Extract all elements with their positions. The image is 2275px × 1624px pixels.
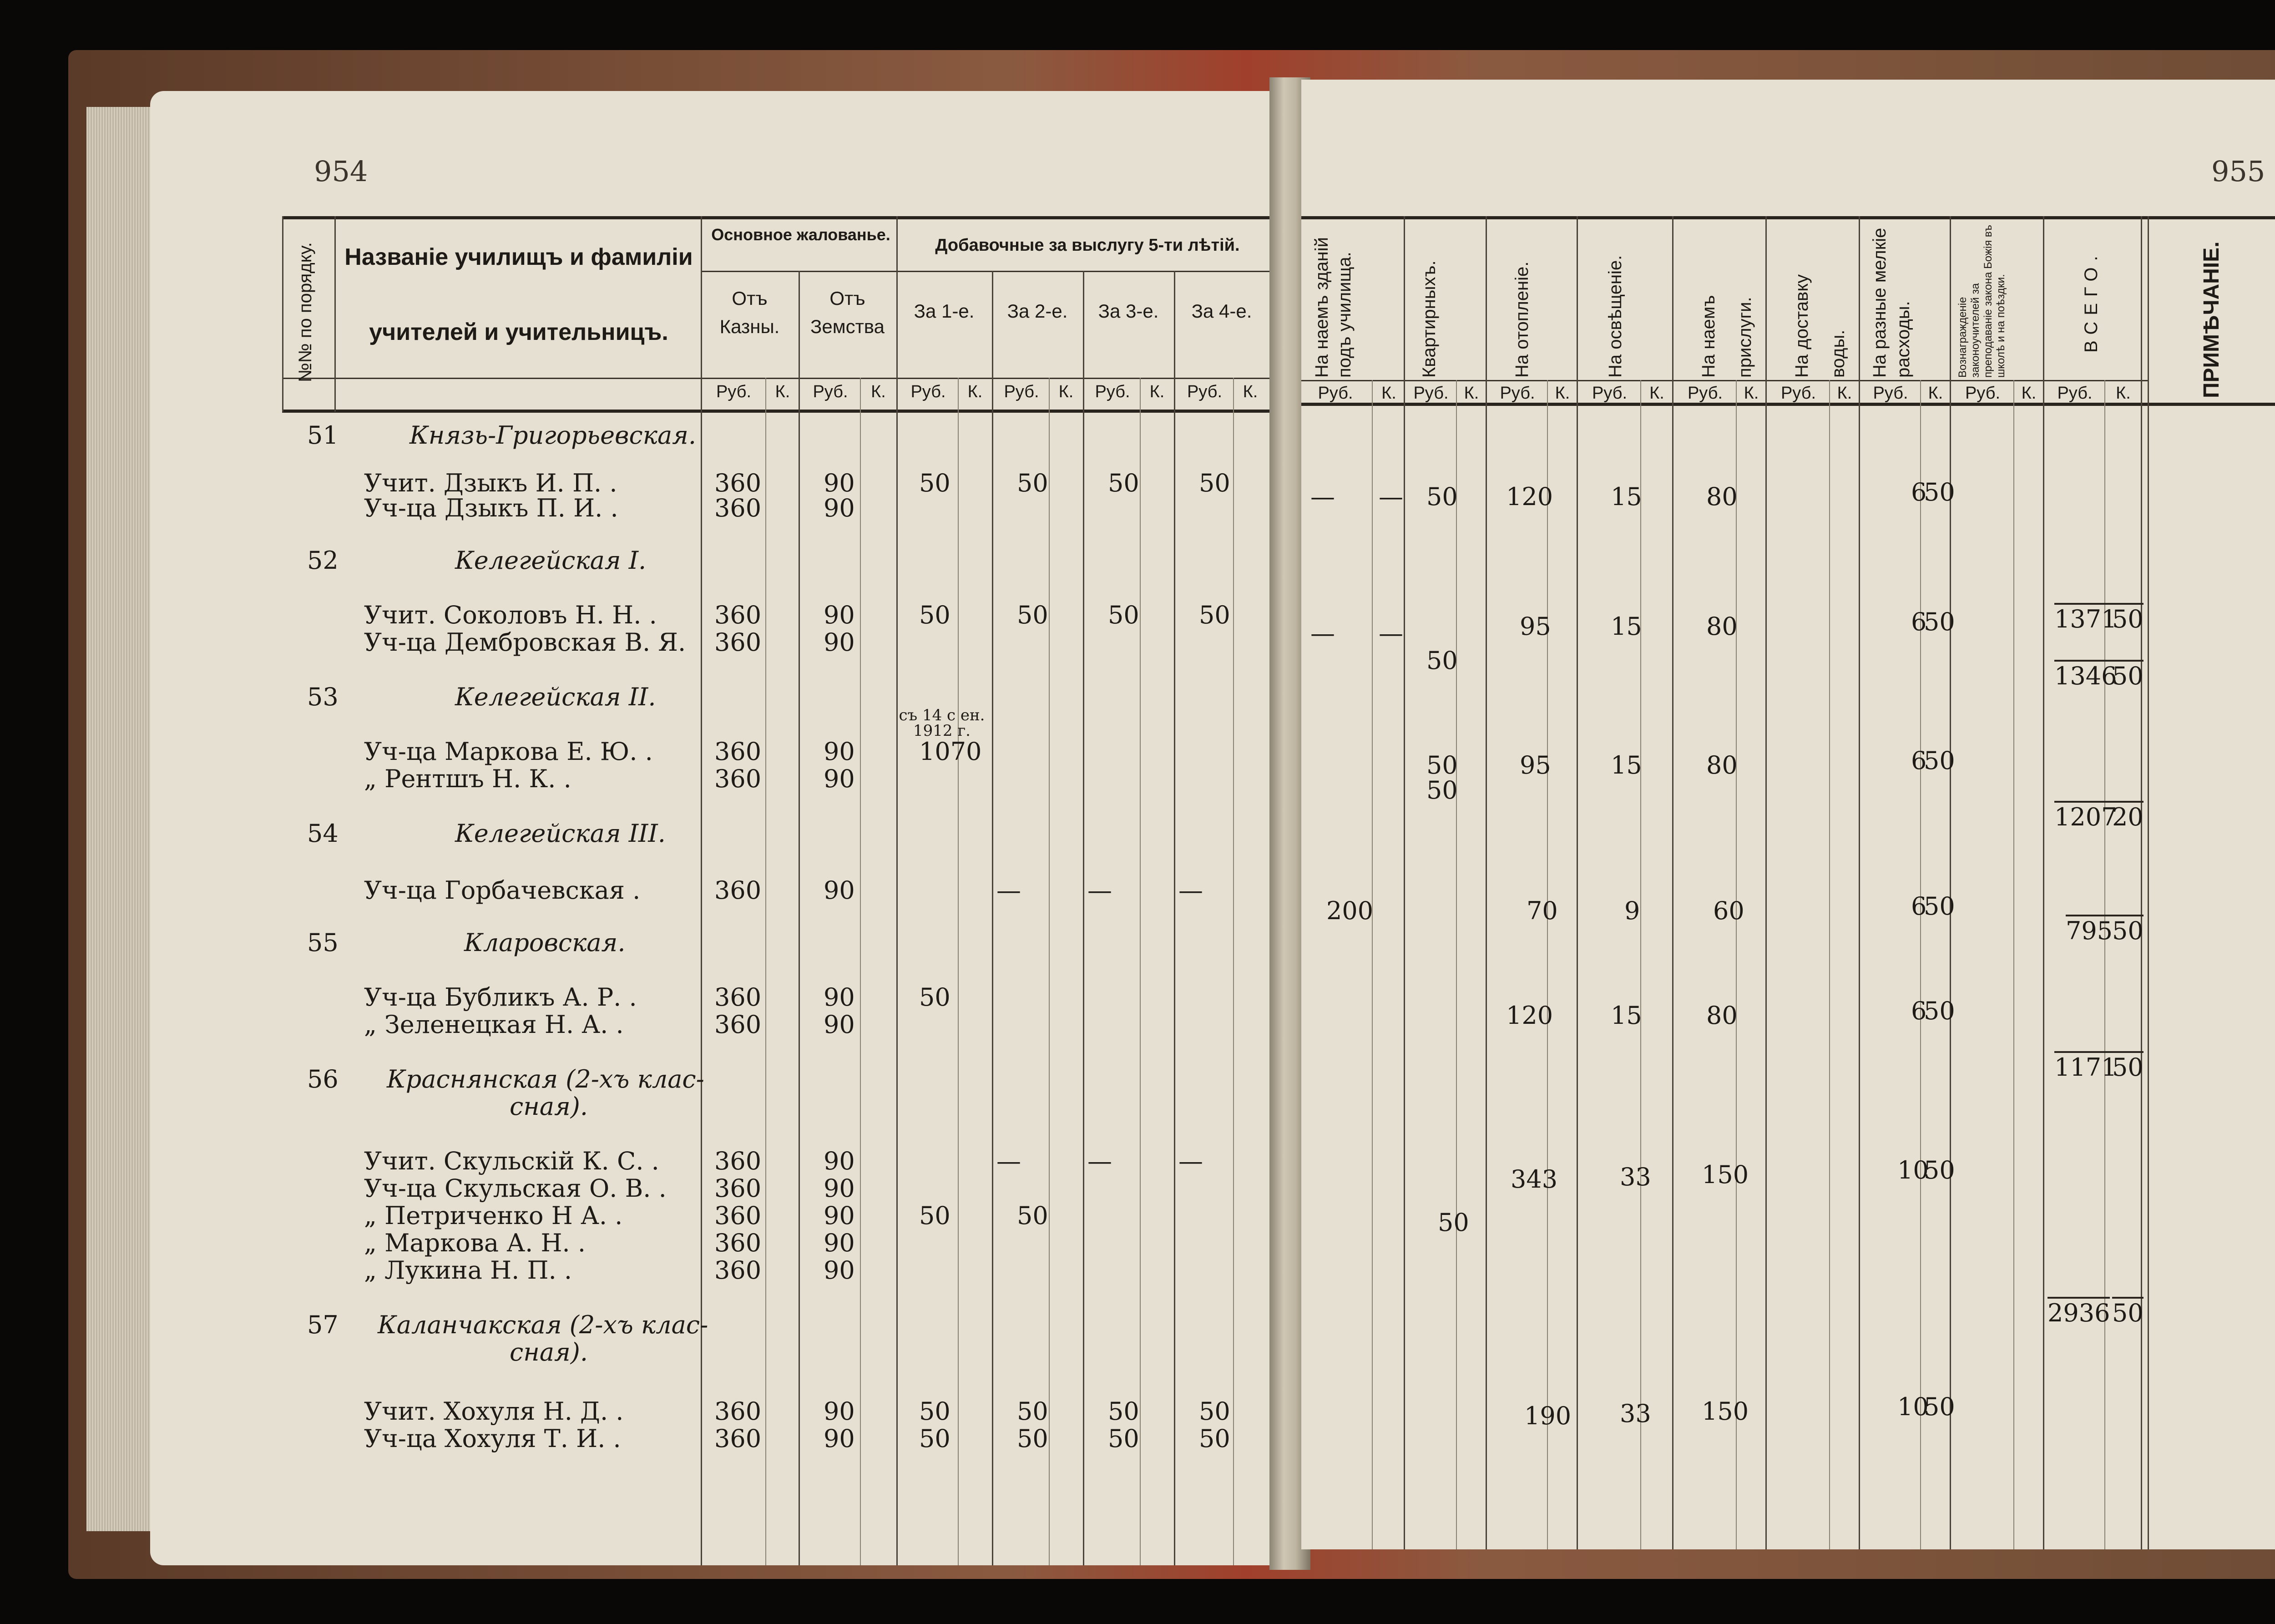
cell-value: 343 [1511,1165,1558,1194]
group-rule [701,271,1274,272]
cell-dash: — [1178,1147,1203,1175]
cell-value: 33 [1620,1163,1651,1191]
school-name: Каланчакская (2-хъ клас- [378,1310,708,1339]
kop-line [2104,380,2105,1549]
kop-label: К. [2116,384,2131,403]
total-value: 795 [2066,915,2113,945]
header-salary: Основное жалованье. [711,225,890,244]
cell-value: 90 [824,1397,855,1426]
cell-value: 190 [1524,1401,1572,1430]
cell-value: 150 [1702,1160,1749,1189]
col-line [1765,216,1767,1549]
cell-value: 6 [1911,892,1927,921]
teacher-name: „ Лукина Н. П. . [364,1256,572,1285]
total-value: 1207 [2054,801,2117,831]
cell-value: 90 [824,737,855,766]
cell-value: 50 [1017,469,1048,497]
cell-value: 90 [824,1256,855,1285]
school-number: 57 [307,1310,339,1339]
cell-value: 33 [1620,1399,1651,1428]
left-page [150,91,1274,1565]
cell-value: 50 [1438,1208,1469,1237]
kop-label: К. [1149,382,1165,401]
school-name: Князь-Григорьевская. [410,421,697,450]
cell-value: 6 [1911,607,1927,636]
col-line [1950,216,1951,1549]
col-line [2043,216,2044,1549]
cell-value: 70 [1527,896,1558,925]
cell-value: 90 [824,983,855,1012]
cell-value: 90 [824,628,855,657]
cell-value: 50 [1426,776,1458,804]
header-name-line2: учителей и учительницъ. [369,319,668,345]
col-line [799,271,800,1565]
header-additional: Добавочные за выслугу 5-ти лѣтій. [935,236,1240,255]
total-value: 50 [2112,603,2144,633]
cell-dash: — [1310,482,1335,511]
cell-dash: — [1310,619,1335,648]
rub-label: Руб. [1187,382,1223,401]
cell-value: 50 [1199,1397,1230,1426]
kop-line [860,378,861,1565]
kop-line [1456,380,1457,1549]
col-line [282,216,283,412]
cell-value: 95 [1520,751,1551,779]
col-line [896,216,898,1565]
header-col-no: №№ по порядку. [295,242,315,382]
col-line [1486,216,1487,1549]
cell-value: 360 [714,1174,762,1203]
cell-value: 360 [714,628,762,657]
table-top-rule [282,216,1274,219]
cell-value: 200 [1326,896,1374,925]
header-heating: На отопленіе. [1512,261,1532,378]
teacher-name: Уч-ца Скульская О. В. . [364,1174,667,1203]
school-name: Келегейская III. [455,819,666,848]
cell-value: 360 [714,494,762,522]
header-remarks: ПРИМѢЧАНІЕ. [2199,241,2224,398]
rub-label: Руб. [1318,384,1353,403]
cell-value: 50 [1108,1424,1139,1453]
col-line [1859,216,1860,1549]
cell-dash: — [996,1147,1021,1175]
kop-line [1736,380,1737,1549]
kop-line [1547,380,1548,1549]
cell-value: 50 [1924,892,1955,921]
header-total: ВСЕГО. [2081,249,2101,353]
teacher-name: Уч-ца Маркова Е. Ю. . [364,737,653,766]
cell-dash: — [996,876,1021,905]
cell-value: 90 [824,1147,855,1175]
cell-value: 9 [1624,896,1640,925]
rub-label: Руб. [1687,384,1723,403]
kop-line [1640,380,1641,1549]
cell-value: 60 [1713,896,1744,925]
school-number: 51 [307,421,339,450]
cell-value: 50 [1924,1392,1955,1421]
kop-label: К. [871,382,886,401]
rub-label: Руб. [1004,382,1039,401]
cell-value: 50 [1017,1201,1048,1230]
col-line [992,271,993,1565]
rub-label: Руб. [2057,384,2093,403]
cell-value: 360 [714,1010,762,1039]
rub-label: Руб. [1592,384,1628,403]
cell-value: 50 [919,1397,950,1426]
rub-label: Руб. [1413,384,1449,403]
cell-value: 50 [1199,601,1230,629]
cell-value: 50 [1924,1156,1955,1184]
kop-line [1920,380,1921,1549]
cell-value: 1070 [919,737,982,766]
header-za3: За 3-е. [1098,300,1159,322]
total-value: 1171 [2054,1051,2117,1082]
cell-value: 90 [824,1229,855,1257]
kop-label: К. [2021,384,2037,403]
school-name: сная). [510,1092,588,1121]
header-rent: На наемъ зданій подъ училища. [1312,237,1355,378]
cell-value: 360 [714,1397,762,1426]
cell-value: 50 [1017,1424,1048,1453]
cell-value: 6 [1911,997,1927,1025]
cell-value: 90 [824,764,855,793]
cell-value: 360 [714,1256,762,1285]
cell-value: 50 [1108,1397,1139,1426]
header-subrule [282,378,1274,379]
school-number: 54 [307,819,339,848]
header-water: На доставку воды. [1792,274,1848,378]
header-misc: На разные мелкіе расходы. [1870,228,1913,378]
page-number-left: 954 [314,155,368,188]
kop-line [1233,378,1234,1565]
school-name: Келегейская I. [455,546,647,575]
header-bottom-rule [282,410,1274,413]
school-number: 56 [307,1065,339,1093]
total-value: 50 [2112,660,2144,690]
cell-value: 120 [1506,1001,1553,1030]
cell-value: 50 [1017,601,1048,629]
header-subrule [1301,380,2148,381]
page-number-right: 955 [2211,155,2265,188]
teacher-name: „ Зеленецкая Н. А. . [364,1010,624,1039]
header-za2: За 2-е. [1007,300,1068,322]
rub-label: Руб. [910,382,946,401]
rub-label: Руб. [1780,384,1816,403]
cell-value: 360 [714,983,762,1012]
kop-line [1829,380,1830,1549]
cell-value: 50 [1017,1397,1048,1426]
cell-dash: — [1087,1147,1112,1175]
kop-line [1372,380,1373,1549]
cell-value: 6 [1911,746,1927,775]
teacher-name: Уч-ца Дзыкъ П. И. . [364,494,618,522]
cell-value: 90 [824,494,855,522]
cell-dash: — [1087,876,1112,905]
cell-value: 360 [714,876,762,905]
cell-value: 150 [1702,1397,1749,1426]
header-name-line1: Названіе училищъ и фамиліи [344,244,693,270]
col-line [334,216,336,412]
header-za4: За 4-е. [1191,300,1252,322]
kop-line [1140,378,1141,1565]
col-line [2148,216,2149,1549]
cell-value: 90 [824,876,855,905]
teacher-name: „ Маркова А. Н. . [364,1229,586,1257]
cell-value: 50 [1426,646,1458,675]
cell-value: 95 [1520,612,1551,641]
rub-label: Руб. [813,382,848,401]
cell-value: 90 [824,1201,855,1230]
cell-value: 50 [919,983,950,1012]
rub-label: Руб. [1965,384,2001,403]
cell-value: 360 [714,1424,762,1453]
cell-value: 10 [1897,1392,1929,1421]
kop-label: К. [1243,382,1258,401]
cell-value: 50 [919,1201,950,1230]
teacher-name: Уч-ца Хохуля Т. И. . [364,1424,621,1453]
cell-value: 80 [1706,612,1738,641]
cell-value: 50 [919,1424,950,1453]
kop-line [958,378,959,1565]
total-value: 1371 [2054,603,2117,633]
cell-value: 50 [919,469,950,497]
cell-value: 360 [714,1229,762,1257]
cell-value: 80 [1706,1001,1738,1030]
teacher-name: Учит. Хохуля Н. Д. . [364,1397,624,1426]
cell-value: 360 [714,737,762,766]
col-line [1672,216,1673,1549]
total-value: 20 [2112,801,2144,831]
kop-label: К. [775,382,790,401]
kop-line [1049,378,1050,1565]
header-zemstvo: Отъ Земства [810,288,885,337]
cell-value: 90 [824,1174,855,1203]
cell-value: 50 [1426,751,1458,779]
col-line [1174,271,1175,1565]
cell-value: 15 [1611,482,1642,511]
cell-value: 360 [714,1201,762,1230]
cell-value: 90 [824,1010,855,1039]
cell-value: 50 [1924,997,1955,1025]
cell-value: 50 [1924,478,1955,506]
teacher-name: Учит. Соколовъ Н. Н. . [364,601,657,629]
cell-value: 360 [714,1147,762,1175]
cell-value: 50 [1199,1424,1230,1453]
school-number: 53 [307,683,339,711]
cell-value: 80 [1706,751,1738,779]
school-number: 52 [307,546,339,575]
teacher-name: „ Рентшъ Н. К. . [364,764,571,793]
kop-line [765,378,766,1565]
header-za1: За 1-е. [914,300,975,322]
cell-dash: — [1379,619,1403,648]
header-lighting: На освѣщеніе. [1605,255,1625,378]
kop-label: К. [1555,384,1570,403]
cell-value: 120 [1506,482,1553,511]
col-line [701,216,702,1565]
rub-label: Руб. [716,382,752,401]
col-line [2141,216,2142,1549]
header-servants: На наемъ прислуги. [1699,295,1755,378]
total-value: 50 [2112,1051,2144,1082]
cell-value: 50 [1924,607,1955,636]
school-name: Кларовская. [464,928,626,957]
cell-value: 50 [919,601,950,629]
kop-line [2013,380,2014,1549]
total-value: 2936 [2048,1297,2110,1327]
rub-label: Руб. [1500,384,1535,403]
table-top-rule [1301,216,2275,219]
total-value: 50 [2112,915,2144,945]
kop-label: К. [1837,384,1852,403]
right-page [1301,80,2275,1549]
header-kazna: Отъ Казны. [719,288,780,337]
school-name: Краснянская (2-хъ клас- [387,1065,704,1093]
rub-label: Руб. [1095,382,1130,401]
school-name: сная). [510,1338,588,1366]
teacher-name: „ Петриченко Н А. . [364,1201,623,1230]
cell-dash: — [1178,876,1203,905]
teacher-name: Уч-ца Дембровская В. Я. [364,628,686,657]
teacher-name: Учит. Скульскій К. С. . [364,1147,659,1175]
teacher-name: Учит. Дзыкъ И. П. . [364,469,617,497]
cell-value: 15 [1611,751,1642,779]
kop-label: К. [1744,384,1759,403]
cell-value: 10 [1897,1156,1929,1184]
teacher-name: Уч-ца Бубликъ А. Р. . [364,983,637,1012]
cell-value: 360 [714,764,762,793]
cell-value: 80 [1706,482,1738,511]
kop-label: К. [1381,384,1396,403]
note-date: съ 14 с ен. 1912 г. [899,706,985,740]
kop-label: К. [1464,384,1479,403]
school-name: Келегейская II. [455,683,656,711]
kop-label: К. [1649,384,1664,403]
header-bottom-rule [1301,403,2275,406]
cell-value: 15 [1611,612,1642,641]
col-line [1083,271,1084,1565]
cell-value: 50 [1924,746,1955,775]
cell-value: 90 [824,1424,855,1453]
col-line [1404,216,1405,1549]
total-value: 1346 [2054,660,2117,690]
cell-value: 6 [1911,478,1927,506]
teacher-name: Уч-ца Горбачевская . [364,876,641,905]
kop-label: К. [1928,384,1943,403]
cell-value: 90 [824,601,855,629]
cell-value: 50 [1426,482,1458,511]
kop-label: К. [1058,382,1074,401]
total-value: 50 [2112,1297,2144,1327]
cell-value: 360 [714,469,762,497]
school-number: 55 [307,928,339,957]
cell-dash: — [1379,482,1403,511]
header-religion-teachers: Вознагражденіе законоучителей за преподаваніе закона Божія въ школѣ и на поѣздки. [1956,225,2007,378]
cell-value: 360 [714,601,762,629]
kop-label: К. [967,382,983,401]
cell-value: 50 [1199,469,1230,497]
cell-value: 90 [824,469,855,497]
cell-value: 50 [1108,469,1139,497]
rub-label: Руб. [1873,384,1908,403]
col-line [1577,216,1578,1549]
cell-value: 50 [1108,601,1139,629]
header-apartment: Квартирныхъ. [1419,260,1439,378]
cell-value: 15 [1611,1001,1642,1030]
